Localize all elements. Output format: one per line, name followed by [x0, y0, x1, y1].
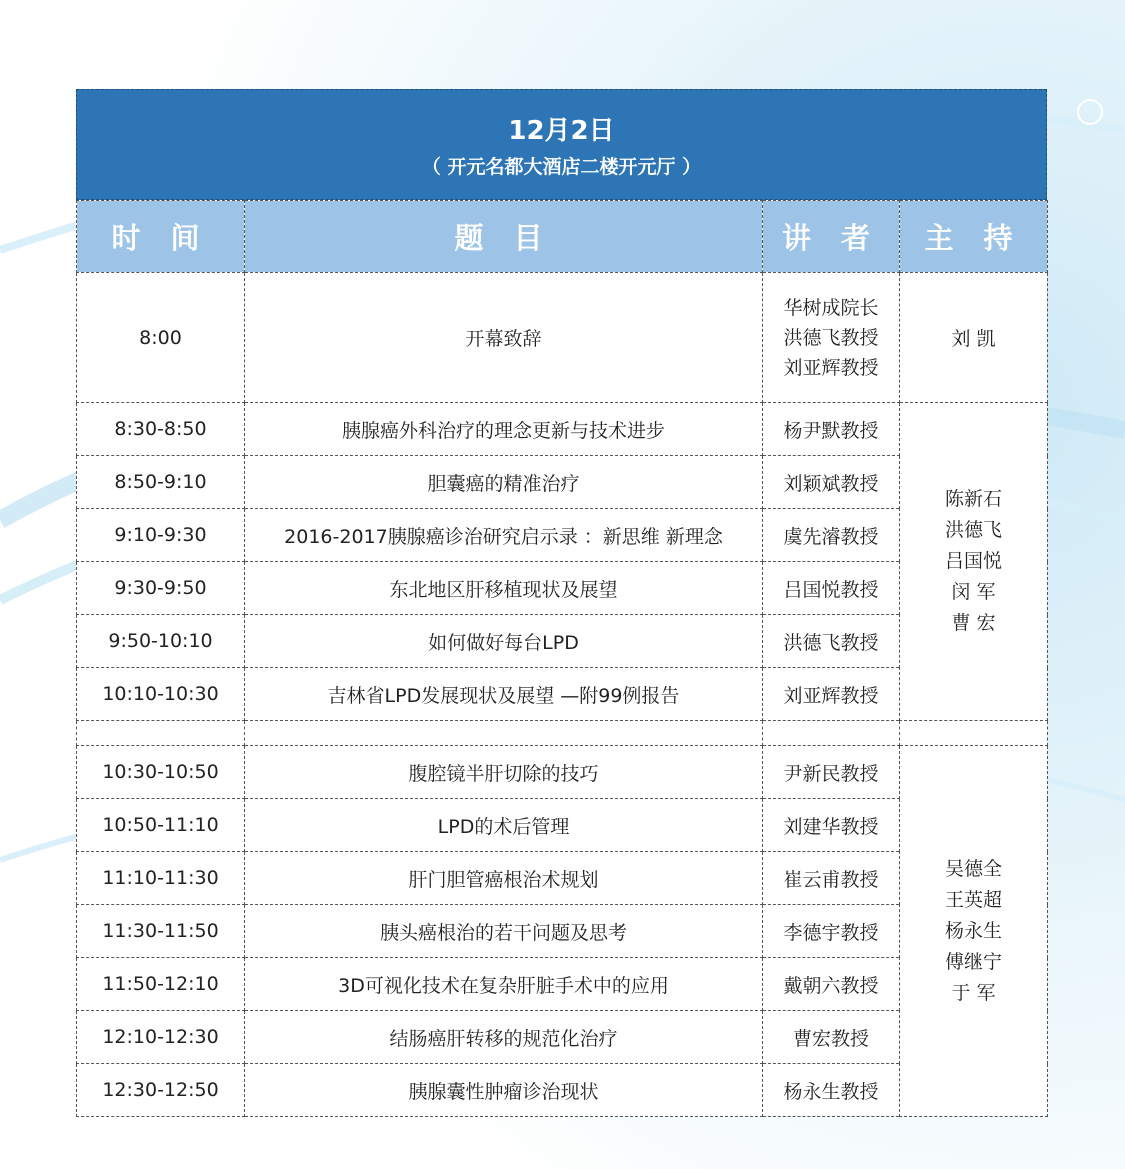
venue-label: （ 开元名都大酒店二楼开元厅 ）: [421, 156, 702, 178]
time-cell: 9:50-10:10: [77, 615, 245, 668]
topic-cell: 吉林省LPD发展现状及展望 —附99例报告: [245, 668, 763, 721]
speaker-cell: 崔云甫教授: [763, 852, 900, 905]
topic-cell: 东北地区肝移植现状及展望: [245, 562, 763, 615]
time-column-header: 时 间: [77, 201, 245, 273]
day-banner: [76, 89, 1047, 200]
opening-row: [77, 273, 1048, 403]
break-row: [77, 721, 1048, 746]
speaker-cell: 李德宇教授: [763, 905, 900, 958]
time-cell: 8:30-8:50: [77, 403, 245, 456]
topic-cell: 3D可视化技术在复杂肝脏手术中的应用: [245, 958, 763, 1011]
session1-hosts: [900, 403, 1048, 721]
topic-cell: 腹腔镜半肝切除的技巧: [245, 746, 763, 799]
topic-column-header: 题 目: [245, 201, 763, 273]
host-name: 傅继宁: [944, 950, 1002, 973]
speaker-cell: 洪德飞教授: [763, 615, 900, 668]
schedule-table: [76, 200, 1048, 1117]
topic-cell: LPD的术后管理: [245, 799, 763, 852]
host-name: 于 军: [951, 981, 996, 1004]
time-cell: 9:10-9:30: [77, 509, 245, 562]
host-name: 吕国悦: [944, 550, 1002, 572]
time-cell: 11:30-11:50: [77, 905, 245, 958]
speaker-cell: [763, 273, 900, 403]
speaker-cell: 刘建华教授: [763, 799, 900, 852]
speaker-column-header: 讲 者: [763, 201, 900, 273]
speaker-cell: 曹宏教授: [763, 1011, 900, 1064]
topic-cell: 胰头癌根治的若干问题及思考: [245, 905, 763, 958]
topic-cell: 肝门胆管癌根治术规划: [245, 852, 763, 905]
time-cell: 10:50-11:10: [77, 799, 245, 852]
speaker-cell: 虞先濬教授: [763, 509, 900, 562]
speaker-cell: 刘颖斌教授: [763, 456, 900, 509]
host-column-header: 主 持: [900, 201, 1048, 273]
speaker-cell: 杨永生教授: [763, 1064, 900, 1117]
speaker-cell: 刘亚辉教授: [763, 668, 900, 721]
host-name: 闵 军: [951, 581, 996, 603]
speaker-cell: 戴朝六教授: [763, 958, 900, 1011]
host-name: 杨永生: [944, 919, 1002, 942]
speaker-name: 洪德飞教授: [783, 326, 879, 349]
speaker-name: 华树成院长: [783, 296, 879, 319]
time-cell: 10:10-10:30: [77, 668, 245, 721]
time-cell: 9:30-9:50: [77, 562, 245, 615]
topic-cell: 2016-2017胰腺癌诊治研究启示录 ：新思维 新理念: [245, 509, 763, 562]
time-cell: 11:10-11:30: [77, 852, 245, 905]
time-cell: 11:50-12:10: [77, 958, 245, 1011]
time-cell: 12:30-12:50: [77, 1064, 245, 1117]
host-name: 曹 宏: [951, 612, 996, 634]
host-name: 洪德飞: [944, 519, 1002, 541]
time-cell: 12:10-12:30: [77, 1011, 245, 1064]
topic-cell: 胆囊癌的精准治疗: [245, 456, 763, 509]
time-cell: 10:30-10:50: [77, 746, 245, 799]
host-name: 吴德全: [944, 857, 1002, 880]
host-name: 陈新石: [944, 488, 1002, 510]
topic-cell: 胰腺囊性肿瘤诊治现状: [245, 1064, 763, 1117]
topic-cell: 如何做好每台LPD: [245, 615, 763, 668]
table-row: [77, 746, 1048, 799]
day-title: 12月2日: [508, 116, 615, 146]
session2-hosts: [900, 746, 1048, 1117]
speaker-cell: 杨尹默教授: [763, 403, 900, 456]
topic-cell: 结肠癌肝转移的规范化治疗: [245, 1011, 763, 1064]
time-cell: 8:00: [77, 273, 245, 403]
host-name: 王英超: [944, 888, 1002, 911]
header-row: [77, 201, 1048, 273]
speaker-name: 刘亚辉教授: [783, 356, 879, 379]
schedule-sheet: [76, 89, 1047, 1115]
host-cell: 刘 凯: [900, 273, 1048, 403]
topic-cell: 胰腺癌外科治疗的理念更新与技术进步: [245, 403, 763, 456]
speaker-cell: 吕国悦教授: [763, 562, 900, 615]
speaker-cell: 尹新民教授: [763, 746, 900, 799]
table-row: [77, 403, 1048, 456]
topic-cell: 开幕致辞: [245, 273, 763, 403]
time-cell: 8:50-9:10: [77, 456, 245, 509]
